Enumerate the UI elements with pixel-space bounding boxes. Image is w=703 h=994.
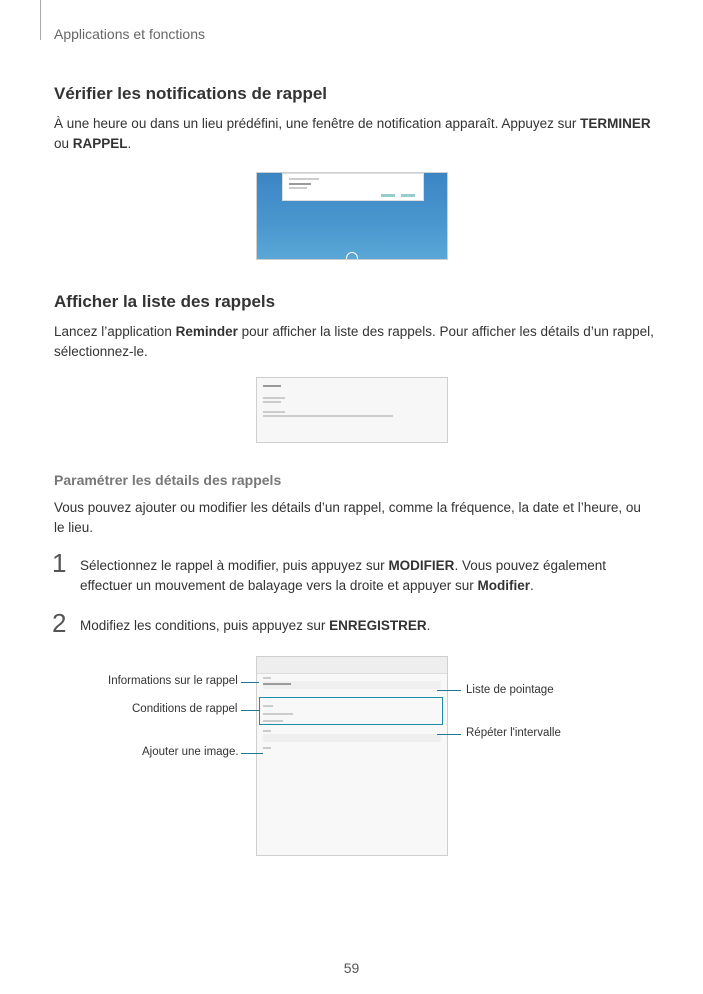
reminder-edit-screenshot — [256, 656, 448, 856]
notification-popup — [282, 173, 424, 201]
leader-line — [241, 682, 259, 683]
section-title-list: Afficher la liste des rappels — [54, 292, 276, 311]
header-rule — [40, 0, 41, 40]
step-number: 2 — [52, 608, 67, 638]
callout-checklist: Liste de pointage — [466, 684, 554, 696]
leader-line — [241, 710, 259, 711]
reminder-conditions-highlight — [259, 697, 443, 725]
subsection-details-text: Vous pouvez ajouter ou modifier les détails d’un rappel, comme la fréquence, la date et l’heure, ou le lieu. — [54, 500, 641, 535]
callout-repeat: Répéter l'intervalle — [466, 727, 561, 739]
running-header: Applications et fonctions — [54, 26, 205, 42]
leader-line — [437, 690, 461, 691]
callout-info: Informations sur le rappel — [108, 675, 238, 687]
notification-screenshot — [256, 172, 448, 260]
page-number: 59 — [343, 960, 360, 976]
leader-line — [241, 753, 263, 754]
home-icon — [346, 252, 358, 260]
step-text: Modifiez les conditions, puis appuyez sur ENREGISTRER. — [80, 618, 431, 633]
section-title-notifications: Vérifier les notifications de rappel — [54, 84, 328, 103]
section-notifications-text: À une heure ou dans un lieu prédéfini, une fenêtre de notification apparaît. Appuyez sur TERMINER ou RAPPEL. — [54, 116, 651, 151]
step-text: Sélectionnez le rappel à modifier, puis appuyez sur MODIFIER. Vous pouvez également effectuer un mouvement de balayage vers la droite et appuyer sur Modifier. — [80, 558, 607, 593]
step-number: 1 — [52, 548, 67, 578]
leader-line — [437, 734, 461, 735]
section-list-text: Lancez l’application Reminder pour afficher la liste des rappels. Pour afficher les détails d’un rappel, sélectionnez-le. — [54, 324, 654, 359]
callout-image: Ajouter une image. — [142, 746, 239, 758]
subsection-title-details: Paramétrer les détails des rappels — [54, 472, 282, 488]
reminder-list-screenshot — [256, 377, 448, 443]
callout-conditions: Conditions de rappel — [132, 703, 238, 715]
